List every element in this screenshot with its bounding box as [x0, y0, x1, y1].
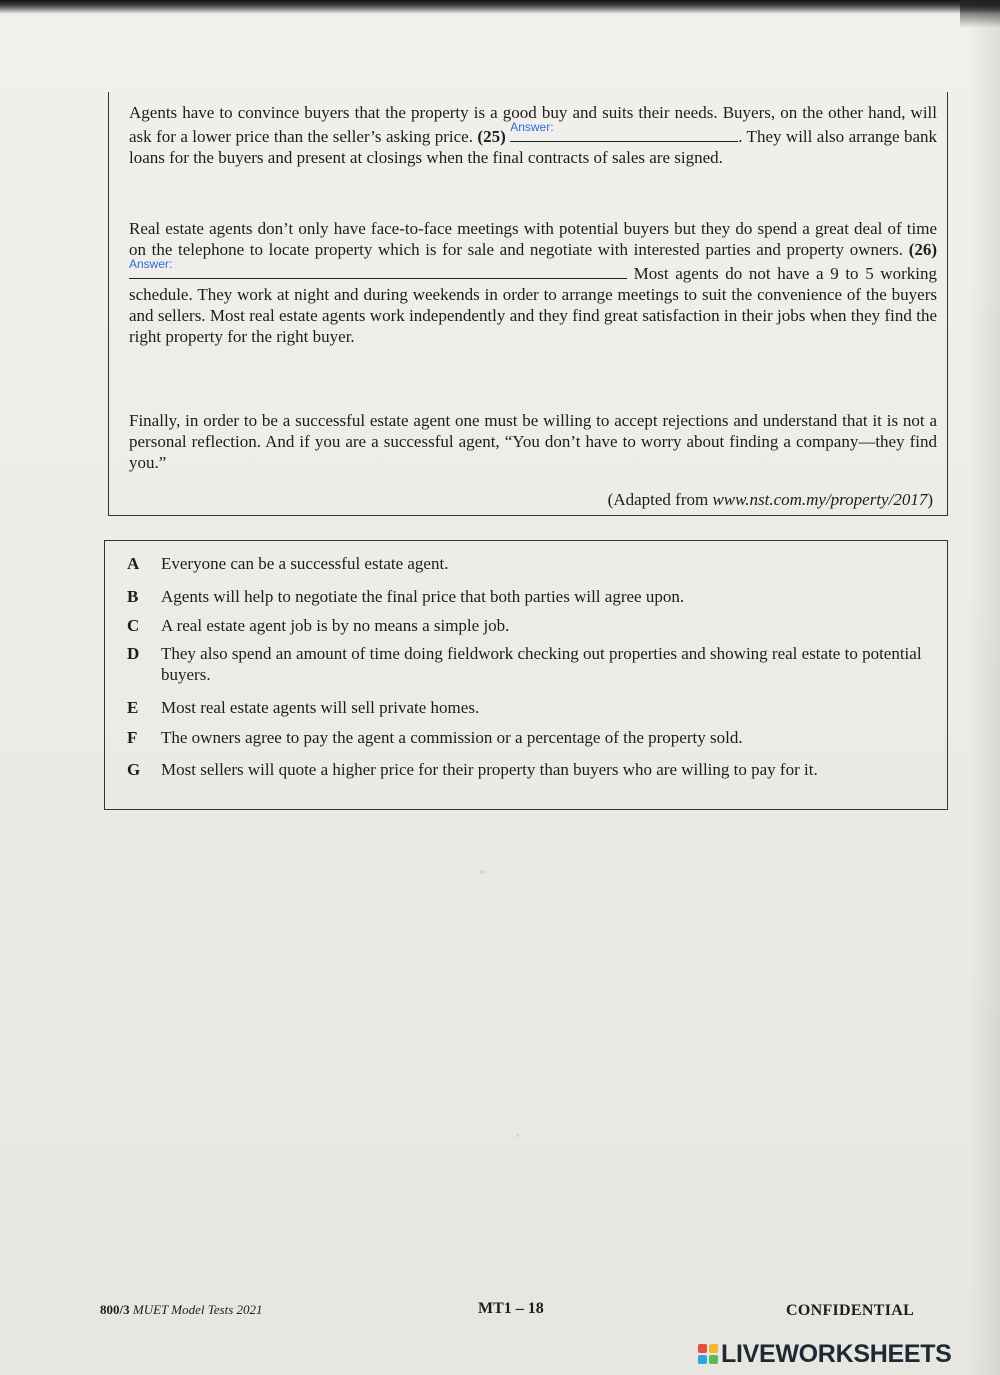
option-letter: A — [127, 554, 140, 573]
option-text: Agents will help to negotiate the final price that both parties will agree upon. — [161, 587, 685, 606]
source-url: www.nst.com.my/property/2017 — [712, 490, 928, 509]
option-text: Most real estate agents will sell private homes. — [161, 698, 480, 717]
option-a — [127, 553, 933, 574]
scan-right-shadow — [970, 0, 1000, 1375]
option-d — [127, 643, 933, 685]
question-25-number: (25) — [477, 127, 506, 146]
option-text: They also spend an amount of time doing fieldwork checking out properties and showing real estate to potential buyers. — [161, 644, 922, 684]
option-f — [127, 727, 933, 748]
option-letter: E — [127, 698, 139, 717]
option-e — [127, 697, 933, 718]
answer-field-25[interactable] — [510, 120, 738, 142]
paragraph-2: Real estate agents don’t only have face-to-face meetings with potential buyers but they do spend a great deal of time on the telephone to locate property which is for sale and negotiate with interested parties and property owners. (26) Answer: Most agents do not have a 9 to 5 working schedule. They work at night and during weekends in order to arrange meetings to suit the convenience of the buyers and sellers. Most real estate agents work independently and they find great satisfaction in their jobs when they find the right property for the right buyer. — [129, 219, 938, 346]
option-letter: C — [127, 616, 140, 635]
dust-speck — [516, 1134, 519, 1137]
option-letter: G — [127, 760, 141, 779]
option-letter: D — [127, 644, 140, 663]
paragraph-1: Agents have to convince buyers that the property is a good buy and suits their needs. Buyers, on the other hand, will ask for a lower price than the seller’s asking price. (25) Answer: . They will also arrange bank loans for the buyers and present at closings when the final contracts of sales are signed. — [129, 103, 938, 167]
reading-passage — [108, 92, 948, 516]
option-text: Most sellers will quote a higher price for their property than buyers who are willing to pay for it. — [161, 760, 818, 779]
liveworksheets-logo[interactable] — [698, 1340, 952, 1368]
option-text: The owners agree to pay the agent a commission or a percentage of the property sold. — [161, 728, 743, 747]
footer-exam-code: 800/3 MUET Model Tests 2021 — [100, 1302, 263, 1317]
question-26-number: (26) — [908, 240, 938, 259]
option-text: A real estate agent job is by no means a simple job. — [161, 616, 510, 635]
answer-field-26[interactable] — [129, 257, 627, 279]
option-g — [127, 759, 933, 780]
options-box — [104, 540, 948, 810]
option-c — [127, 615, 933, 636]
option-text: Everyone can be a successful estate agent. — [161, 554, 449, 573]
footer-page-number: MT1 – 18 — [478, 1300, 544, 1317]
option-letter: B — [127, 587, 139, 606]
source-citation: (Adapted from www.nst.com.my/property/2017) — [607, 490, 933, 509]
scan-top-edge — [0, 0, 1000, 14]
answer-hint: Answer: — [510, 120, 554, 134]
footer-confidential: CONFIDENTIAL — [786, 1302, 915, 1319]
paragraph-3: Finally, in order to be a successful estate agent one must be willing to accept rejections and understand that it is not a personal reflection. And if you are a successful agent, “You don’t have to worry about finding a company—they find you.” — [129, 411, 937, 472]
answer-hint: Answer: — [129, 257, 173, 271]
liveworksheets-icon — [698, 1344, 718, 1364]
option-letter: F — [127, 728, 138, 747]
option-b — [127, 586, 933, 607]
brand-name: LIVEWORKSHEETS — [721, 1339, 952, 1368]
dust-speck — [480, 870, 484, 874]
